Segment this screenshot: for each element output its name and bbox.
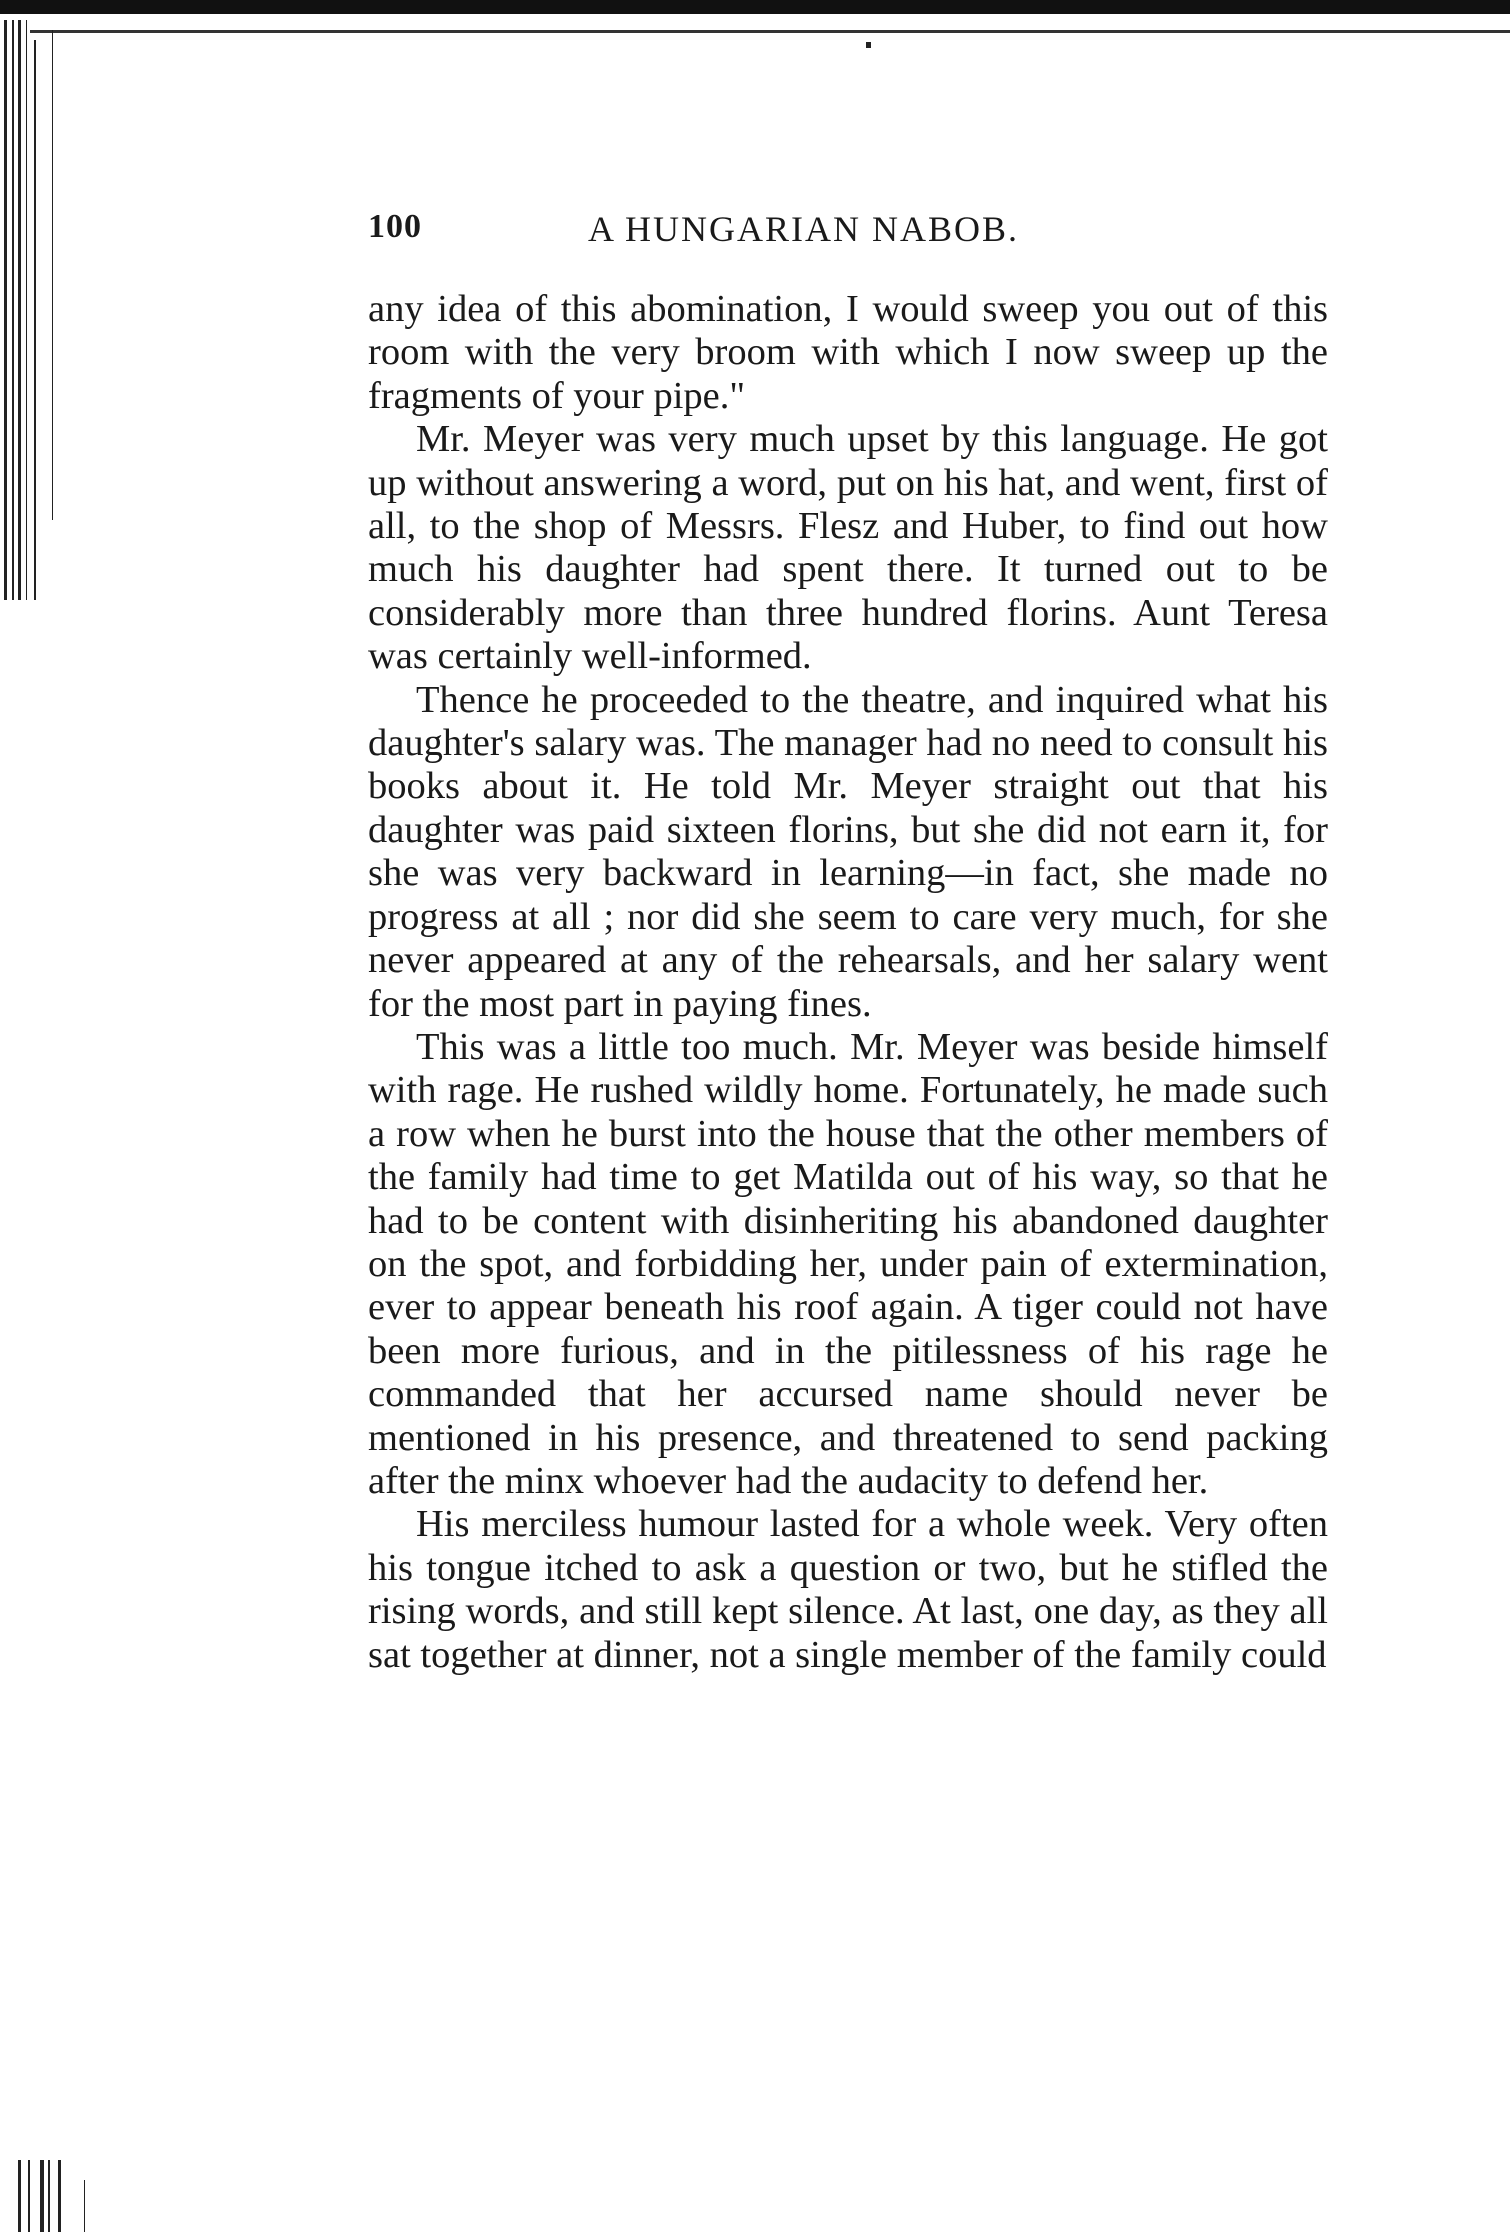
top-scan-border	[0, 0, 1510, 14]
body-text	[368, 288, 1328, 1677]
paragraph-3: Thence he proceeded to the theatre, and inquired what his daughter's salary was. The manager had no need to consult his books about it. He told Mr. Meyer straight out that his daughter was paid sixteen florins, but she did not earn it, for she was very backward in learning—in fact, she made no progress at all ; nor did she seem to care very much, for she never appeared at any of the rehearsals, and her salary went for the most part in paying fines.	[368, 678, 1328, 1025]
paragraph-2: Mr. Meyer was very much upset by this language. He got up without answering a word, put on his hat, and went, first of all, to the shop of Messrs. Flesz and Huber, to find out how much his daughter had spent there. It turned out to be considerably more than three hundred florins. Aunt Teresa was certainly well-informed.	[368, 418, 1328, 678]
binding-edge-marks	[0, 20, 60, 600]
page-number: 100	[368, 208, 422, 245]
running-title: A HUNGARIAN NABOB.	[588, 209, 1020, 249]
page-header	[368, 208, 1328, 258]
paragraph-5: His merciless humour lasted for a whole week. Very often his tongue itched to ask a question or two, but he stifled the rising words, and still kept silence. At last, one day, as they all sat together at dinner, not a single member of the family could	[368, 1503, 1328, 1676]
paragraph-4: This was a little too much. Mr. Meyer was beside himself with rage. He rushed wildly home. Fortunately, he made such a row when he burst into the house that the other members of the family had time to get Matilda out of his way, so that he had to be content with disinheriting his abandoned daughter on the spot, and forbidding her, under pain of extermination, ever to appear beneath his roof again. A tiger could not have been more furious, and in the pitilessness of his rage he commanded that her accursed name should never be mentioned in his presence, and threatened to send packing after the minx whoever had the audacity to defend her.	[368, 1025, 1328, 1502]
paragraph-1: any idea of this abomination, I would sweep you out of this room with the very broom with which I now sweep up the fragments of your pipe."	[368, 288, 1328, 417]
binding-edge-marks-bottom	[0, 2160, 90, 2232]
scan-speck	[866, 42, 871, 48]
top-rule-line	[30, 30, 1510, 33]
